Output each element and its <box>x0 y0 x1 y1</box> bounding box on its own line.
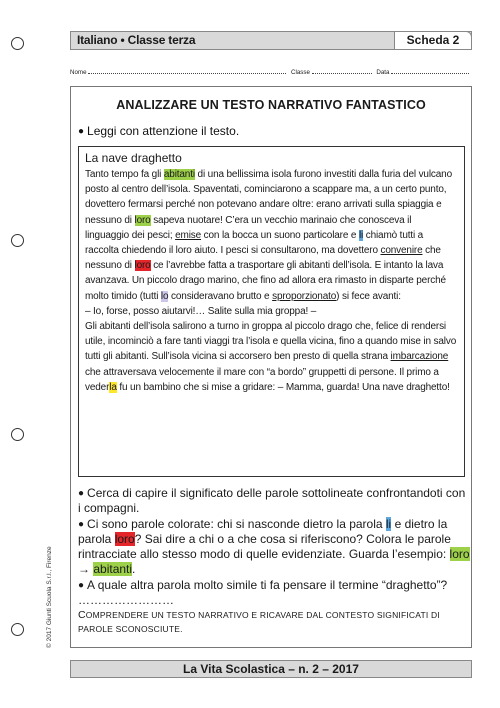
arrow-right-icon: → <box>78 562 90 577</box>
questions-block <box>78 486 470 636</box>
highlight-abitanti: abitanti <box>163 169 195 180</box>
highlight-la: la <box>109 381 117 393</box>
story-box <box>78 146 465 477</box>
footer-bar: La Vita Scolastica – n. 2 – 2017 <box>70 660 472 678</box>
worksheet-title: ANALIZZARE UN TESTO NARRATIVO FANTASTICO <box>116 98 426 112</box>
subject-title: Italiano • Classe terza <box>77 33 196 47</box>
instruction-text: Leggi con attenzione il testo. <box>87 124 240 138</box>
date-field[interactable] <box>391 68 469 74</box>
highlight-loro-green: loro <box>134 214 151 226</box>
binder-hole <box>11 37 24 50</box>
underlined-imbarcazione: imbarcazione <box>390 351 449 363</box>
question-3: ● A quale altra parola molto simile ti fa pensare il termine “draghetto”? …………………… <box>78 577 448 608</box>
bullet-icon: ● <box>78 518 85 530</box>
underlined-emise: emise <box>175 229 202 241</box>
underlined-sproporzionato: sproporzionato <box>272 290 337 302</box>
question-1: ● Cerca di capire il significato delle parole sottolineate confrontandoti con i compagni. <box>78 486 466 516</box>
binder-hole <box>11 428 24 441</box>
bullet-icon: ● <box>78 488 85 499</box>
date-label: Data <box>376 69 390 76</box>
learning-objective: COMPRENDERE UN TESTO NARRATIVO E RICAVARE DAL CONTESTO SIGNIFICATI DI PAROLE SCONOSCIUTE. <box>78 609 440 635</box>
story-title: La nave draghetto <box>85 151 182 165</box>
name-field[interactable] <box>88 68 286 74</box>
name-label: Nome <box>70 69 87 76</box>
class-field[interactable] <box>312 68 372 74</box>
copyright-text: © 2017 Giunti Scuola S.r.l., Firenze <box>46 546 53 648</box>
binder-hole <box>11 234 24 247</box>
name-class-date-line <box>70 68 472 76</box>
example-abitanti: abitanti <box>93 562 133 577</box>
example-loro: loro <box>449 547 470 562</box>
sheet-tab: Scheda 2 <box>394 31 472 50</box>
class-label: Classe <box>290 69 310 76</box>
highlight-loro-red: loro <box>134 260 151 272</box>
header-bar <box>70 31 472 50</box>
instruction <box>78 124 239 140</box>
highlight-li: li <box>385 516 392 531</box>
bullet-icon: ● <box>78 126 85 137</box>
question-2: ● Ci sono parole colorate: chi si nasconde dietro la parola li e dietro la parola loro? Sai dire a chi o a che cosa si riferiscono? Colora le parole rintracciate allo stesso modo di quelle evidenziate. Guarda l’esempio: loro → abitanti. <box>78 516 470 577</box>
dialog-line: – Io, forse, posso aiutarvi!… Salite sulla mia groppa! – <box>85 305 317 317</box>
highlight-li: li <box>358 229 364 241</box>
underlined-convenire: convenire <box>380 245 423 257</box>
bullet-icon: ● <box>78 579 85 591</box>
story-text: Tanto tempo fa gli abitanti di una bellissima isola furono investiti dalla furia del vulcano posto al centro dell’isola. Spaventati, cominciarono a scappare ma, a un certo punto, dovettero fermarsi perché non potevano andare oltre: erano arrivati sulla spiaggia e nessuno di loro sapeva nuotare! C’era un vecchio marinaio che conosceva il linguaggio dei pesci; emise con la bocca un suono particolare e li chiamò tutti a raccolta chiedendo il loro aiuto. I pesci si consultarono, ma dovettero convenire che nessuno di loro ce l’avrebbe fatta a trasportare gli abitanti dell’isola. E intanto la lava avanzava. Un piccolo drago marino, che fino ad allora era rimasto in disparte perché molto timido (tutti lo consideravano brutto e sproporzionato) si fece avanti: – Io, forse, posso aiutarvi!… Salite sulla mia groppa! – Gli abitanti dell’isola salirono a turno in groppa al piccolo drago che, felice di rendersi utile, incominciò a fare tanti viaggi tra l’isola e quella vicina, fino a quando mise in salvo tutti gli abitanti. Sull’isola vicina si accorsero ben presto di quella strana imbarcazione che attraversava velocemente il mare con “a bordo” gruppetti di persone. Il primo a vederla fu un bambino che si mise a gridare: – Mamma, guarda! Una nave draghetto! <box>85 169 457 393</box>
highlight-loro-red: loro <box>114 531 135 546</box>
binder-hole <box>11 623 24 636</box>
highlight-lo: lo <box>160 290 169 302</box>
